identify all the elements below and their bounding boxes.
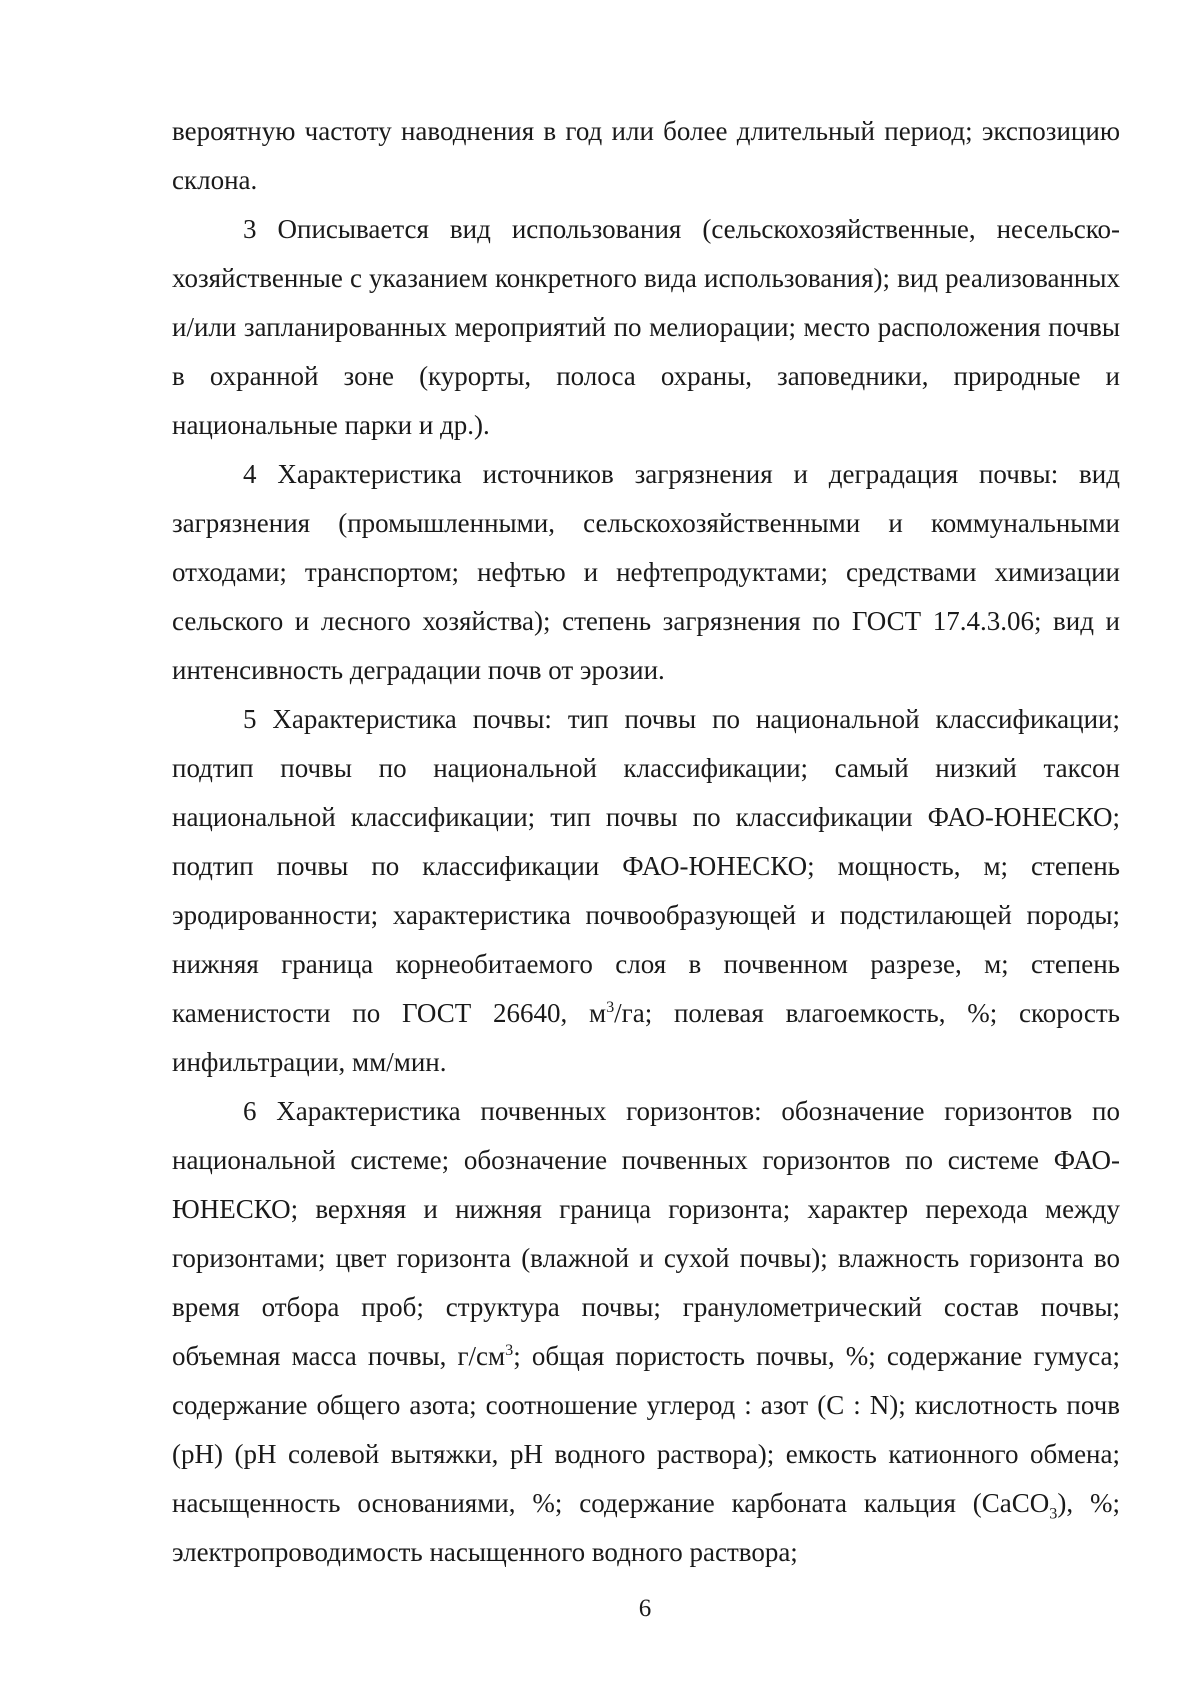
paragraph-3 [172, 205, 1120, 450]
paragraph-text: ), %; электропроводимость насыщенного водного раствора; [172, 1488, 1120, 1567]
paragraph-text: вероятную частоту наводнения в год или более длительный период; экспозицию склона. [172, 116, 1120, 195]
page-number: 6 [638, 1595, 652, 1622]
subscript: 3 [1049, 1504, 1058, 1523]
paragraph-4 [172, 450, 1120, 695]
paragraph-text: 3 Описывается вид использования (сельскохозяйственные, несельско-хозяйственные с указанием конкретного вида использования); вид реализованных и/или запланированных мероприятий по мелиорации; место расположения почвы в охранной зоне (курорты, полоса охраны, заповедники, природные и национальные парки и др.). [172, 214, 1120, 440]
paragraph-text: /га; полевая влагоемкость, %; скорость инфильтрации, мм/мин. [172, 998, 1120, 1077]
paragraph-text: ; общая пористость почвы, %; содержание гумуса; содержание общего азота; соотношение углерод : азот (C : N); кислотность почв (pH) (pH солевой вытяжки, pH водного раствора); емкость катионного обмена; насыщенность основаниями, %; содержание карбоната кальция (CaCO [172, 1341, 1120, 1518]
paragraph-text: 4 Характеристика источников загрязнения и деградация почвы: вид загрязнения (промышленными, сельскохозяйственными и коммунальными отходами; транспортом; нефтью и нефтепродуктами; средствами химизации сельского и лесного хозяйства); степень загрязнения по ГОСТ 17.4.3.06; вид и интенсивность деградации почв от эрозии. [172, 459, 1120, 685]
paragraph-text: 6 Характеристика почвенных горизонтов: обозначение горизонтов по национальной системе; обозначение почвенных горизонтов по системе ФАО-ЮНЕСКО; верхняя и нижняя граница горизонта; характер перехода между горизонтами; цвет горизонта (влажной и сухой почвы); влажность горизонта во время отбора проб; структура почвы; гранулометрический состав почвы; объемная масса почвы, г/см [172, 1096, 1120, 1371]
document-body [172, 107, 1120, 1577]
superscript: 3 [606, 998, 615, 1016]
paragraph-text: 5 Характеристика почвы: тип почвы по национальной классификации; подтип почвы по национальной классификации; самый низкий таксон национальной классификации; тип почвы по классификации ФАО-ЮНЕСКО; подтип почвы по классификации ФАО-ЮНЕСКО; мощность, м; степень эродированности; характеристика почвообразующей и подстилающей породы; нижняя граница корнеобитаемого слоя в почвенном разрезе, м; степень каменистости по ГОСТ 26640, м [172, 704, 1120, 1028]
paragraph-5 [172, 695, 1120, 1087]
superscript: 3 [505, 1341, 514, 1359]
paragraph-6 [172, 1087, 1120, 1577]
paragraph-0 [172, 107, 1120, 205]
